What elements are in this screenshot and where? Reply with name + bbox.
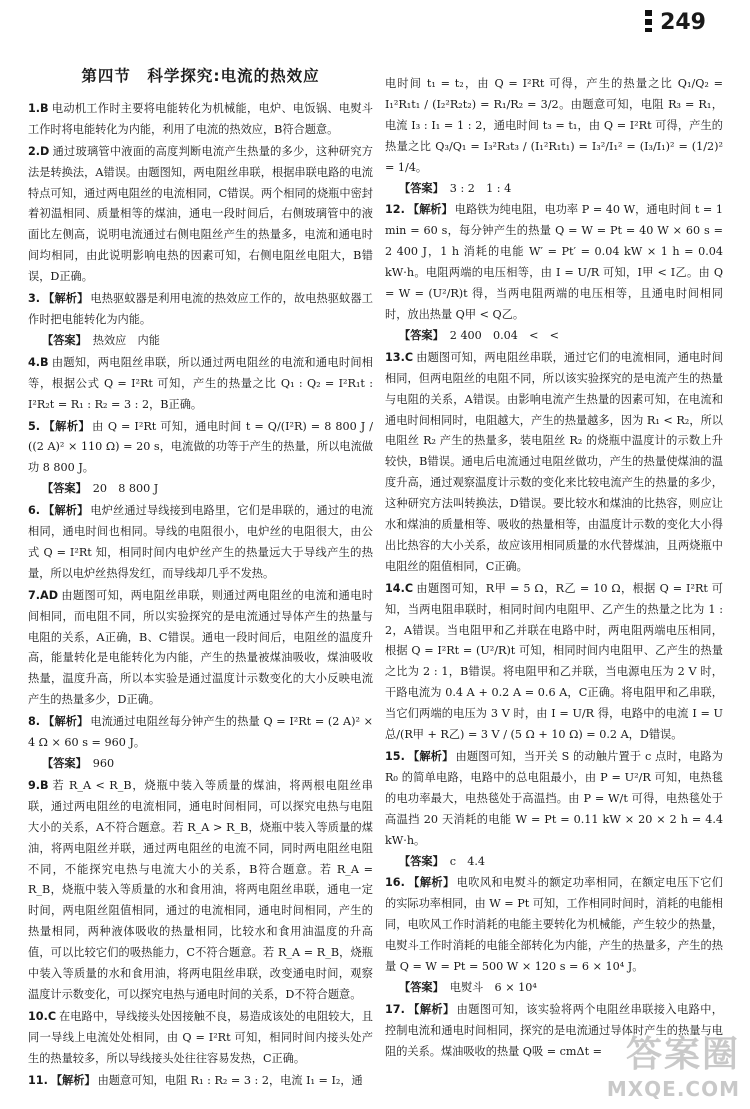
answer-value: 电熨斗 6 × 10⁴: [449, 980, 537, 994]
answer-label: 【答案】: [42, 482, 87, 496]
answer-value: 20 8 800 J: [92, 482, 159, 496]
item-number: 12.: [385, 203, 405, 217]
answer-item: [28, 99, 373, 141]
answer-label: 【答案】: [399, 854, 444, 868]
answer-item: [28, 142, 373, 288]
answer-line: [385, 326, 723, 347]
item-number: 9.B: [28, 778, 49, 792]
item-number: 3.: [28, 292, 41, 306]
answer-label: 【答案】: [42, 333, 87, 347]
answer-label: 【答案】: [399, 328, 444, 342]
item-text: 由题图可知，该实验将两个电阻丝串联接入电路中，控制电流和通电时间相同，探究的是电流通过导体时产生的热量与电阻的关系。煤油吸收的热量 Q吸 = cmΔt =: [385, 1002, 723, 1058]
item-number: 13.C: [385, 350, 414, 364]
answer-label: 【答案】: [399, 980, 444, 994]
answer-line: [385, 179, 723, 200]
answer-line: [28, 331, 373, 352]
answer-value: 3 : 2 1 : 4: [449, 181, 512, 195]
answer-item: [28, 712, 373, 775]
item-text: 在电路中，导线接头处因接触不良，易造成该处的电阻较大，且同一导线上电流处处相同，由 Q = I²Rt 可知，相同时间内接头处产生的热量较多，所以导线接头处往往容易发热，C正确。: [28, 1009, 373, 1065]
item-number: 7.AD: [28, 588, 58, 602]
item-number: 4.B: [28, 355, 49, 369]
item-number: 17.: [385, 1002, 405, 1016]
item-text: 电热驱蚊器是利用电流的热效应工作的，故电热驱蚊器工作时把电能转化为内能。: [28, 292, 373, 326]
item-number: 2.D: [28, 144, 50, 158]
item-text: 电时间 t₁ = t₂，由 Q = I²Rt 可得，产生的热量之比 Q₁/Q₂ = I₁²R₁t₁ / (I₂²R₂t₂) = R₁/R₂ = 3/2。由题意可知，电阻 R₃ = R₁，电流 I₃ : I₁ = 1 : 2，通电时间 t₃ = t₁，由 Q = I²Rt 可得，产生的热量之比 Q₃/Q₁ = I₃²R₃t₃ / (I₁²R₁t₁) = I₃²/I₁² = (I₃/I₁)² = (1/2)² = 1/4。: [385, 77, 723, 174]
left-items: [28, 99, 373, 1092]
page-number: [645, 10, 706, 35]
item-number: 5.: [28, 419, 41, 433]
item-number: 1.B: [28, 101, 49, 115]
answer-item: [28, 417, 373, 501]
section-title: 第四节 科学探究:电流的热效应: [81, 67, 320, 85]
answer-label: 【答案】: [399, 181, 444, 195]
watermark-line1: 答案圈: [625, 1034, 740, 1075]
answer-item: [385, 200, 723, 346]
item-number: 14.C: [385, 581, 414, 595]
answer-item: [385, 74, 723, 199]
page-marker-icon: [645, 10, 652, 32]
item-text: 由 Q = I²Rt 可知，通电时间 t = Q/(I²R) = 8 800 J / ((2 A)² × 110 Ω) = 20 s，电流做的功等于产生的热量，所以电流做功 8 800 J。: [28, 419, 373, 475]
answer-item: [28, 501, 373, 585]
item-number: 16.: [385, 876, 405, 890]
analysis-tag: 【解析】: [50, 1073, 96, 1087]
answer-item: [28, 1007, 373, 1070]
analysis-tag: 【解析】: [43, 504, 89, 518]
answer-line: [385, 852, 723, 873]
answer-item: [385, 873, 723, 998]
answer-item: [28, 289, 373, 352]
answer-value: 2 400 0.04 < <: [449, 328, 560, 342]
item-text: 通过玻璃管中液面的高度判断电流产生热量的多少，这种研究方法是转换法，A错误。由题图知，两电阻丝串联，根据串联电路的电流特点可知，通过两电阻丝的电流相同，C错误。两个相同的烧瓶中密封着初温相同、质量相等的煤油，通电一段时间后，右侧玻璃管中的液面比左侧高，说明电流通过右侧电阻丝产生的热量多，电流和通电时间均相同，由此说明影响电热的因素可知，右侧电阻丝电阻大，B错误，D正确。: [28, 144, 373, 284]
analysis-tag: 【解析】: [407, 750, 454, 763]
watermark-logo: [607, 1026, 740, 1101]
analysis-tag: 【解析】: [407, 1002, 455, 1016]
item-text: 由题图可知，两电阻丝串联，通过它们的电流相同，通电时间相同，但两电阻丝的电阻不同，所以该实验探究的是电流产生的热量与电阻的关系，A错误。由影响电流产生热量的因素可知，在电流和通电时间相同时，电阻越大，产生的热量越多，因为 R₁ < R₂，所以电阻丝 R₂ 产生的热量多，装电阻丝 R₂ 的烧瓶中温度计的示数上升较快，B错误。通电后电流通过电阻丝做功，产生的热量使煤油的温度升高，通过观察温度计示数的变化来比较电流产生的热量的多少，这种研究方法叫转换法，D错误。要比较水和煤油的比热容，则应让水和煤油的质量相等、吸收的热量相等，由温度计示数的变化大小得出比热容的大小关系，故应该用相同质量的水代替煤油，且两烧瓶中电阻丝的阻值相同，C正确。: [385, 350, 723, 573]
answer-item: [28, 353, 373, 416]
answer-item: [385, 747, 723, 872]
analysis-tag: 【解析】: [43, 292, 89, 306]
item-number: 8.: [28, 715, 41, 729]
item-text: 电动机工作时主要将电能转化为机械能，电炉、电饭锅、电熨斗工作时将电能转化为内能，利用了电流的热效应，B符合题意。: [28, 101, 373, 136]
item-number: 15.: [385, 750, 405, 763]
answer-line: [28, 754, 373, 775]
right-column: [385, 74, 723, 1064]
item-number: 11.: [28, 1073, 48, 1087]
answer-label: 【答案】: [42, 757, 87, 770]
watermark-line2: MXQE.COM: [606, 1077, 740, 1101]
left-column: [28, 62, 373, 1093]
item-text: 由题知，两电阻丝串联，所以通过两电阻丝的电流和通电时间相等，根据公式 Q = I²Rt 可知，产生的热量之比 Q₁ : Q₂ = I²R₁t : I²R₂t = R₁ : R₂ = 3 : 2，B正确。: [28, 355, 373, 411]
item-text: 电流通过电阻丝每分钟产生的热量 Q = I²Rt = (2 A)² × 4 Ω × 60 s = 960 J。: [28, 715, 373, 750]
item-number: 10.C: [28, 1009, 57, 1023]
item-text: 由题图可知，R甲 = 5 Ω，R乙 = 10 Ω，根据 Q = I²Rt 可知，当两电阻串联时，相同时间内电阻甲、乙产生的热量之比为 1 : 2，A错误。当电阻甲和乙并联在电路中时，两电阻两端电压相同，根据 Q = I²Rt = (U²/R)t 可知，相同时间内电阻甲、乙产生的热量之比为 2 : 1，B错误。将电阻甲和乙并联，当电源电压为 2 V 时，干路电流为 0.4 A + 0.2 A = 0.6 A，C正确。将电阻甲和乙串联，当它们两端的电压为 3 V 时，由 I = U/R 得，电路中的电流 I = U总/(R甲 + R乙) = 3 V / (5 Ω + 10 Ω) = 0.2 A，D错误。: [385, 581, 723, 742]
answer-line: [28, 479, 373, 500]
answer-item: [385, 348, 723, 578]
answer-value: c 4.4: [449, 854, 486, 868]
page-number-text: 249: [660, 10, 706, 35]
answer-value: 热效应 内能: [92, 333, 160, 347]
answer-item: [28, 776, 373, 1006]
analysis-tag: 【解析】: [43, 419, 91, 433]
item-number: 6.: [28, 504, 41, 518]
item-text: 由题图可知，两电阻丝串联，则通过两电阻丝的电流和通电时间相同，而电阻不同，所以实验探究的是电流通过导体产生的热量与电阻的关系，A正确，B、C错误。通电一段时间后，电阻丝的温度升高，能量转化是电能转化为内能，产生的热量被煤油吸收，煤油吸收热量，温度升高，所以本实验是通过温度计示数变化的大小反映电流产生的热量多少，D正确。: [28, 588, 373, 707]
answer-item: [28, 1071, 373, 1092]
item-text: 由题图可知，当开关 S 的动触片置于 c 点时，电路为 R₀ 的简单电路，电路中的总电阻最小，由 P = U²/R 可知，电热毯的电功率最大，电热毯处于高温挡。由 P = W/t 可得，电热毯处于高温挡 20 天消耗的电能 W = Pt = 0.11 kW × 20 × 2 h = 4.4 kW·h。: [385, 750, 723, 847]
right-items: [385, 74, 723, 1063]
item-text: 由题意可知，电阻 R₁ : R₂ = 3 : 2，电流 I₁ = I₂，通: [97, 1073, 363, 1087]
item-text: 若 R_A < R_B，烧瓶中装入等质量的煤油，将两根电阻丝串联，通过两电阻丝的电流相同，通电时间相同，可以探究电热与电阻大小的关系，A不符合题意。若 R_A > R_B，烧瓶中装入等质量的煤油，将两电阻丝并联，通过两电阻丝的电流不同，同时两电阻丝电阻不同，不能探究电热与电流大小的关系，B符合题意。若 R_A = R_B，烧瓶中装入等质量的水和食用油，将两电阻丝串联，通电一定时间，两电阻丝阻值相同，通过的电流相同，通电时间相同，产生的热量相同，两种液体吸收的热量相同，比较水和食用油温度的升高值，可以比较它们的吸热能力，C不符合题意。若 R_A = R_B，烧瓶中装入等质量的水和食用油，将两电阻丝串联，改变通电时间，观察温度计示数变化，可以探究电热与通电时间的关系，D不符合题意。: [28, 778, 373, 1001]
answer-item: [28, 586, 373, 711]
answer-value: 960: [92, 757, 115, 770]
item-text: 电炉丝通过导线接到电路里，它们是串联的，通过的电流相同，通电时间也相同。导线的电阻很小，电炉丝的电阻很大，由公式 Q = I²Rt 知，相同时间内电炉丝产生的热量远大于导线产生的热量，所以电炉丝热得发红，而导线却几乎不发热。: [28, 504, 373, 580]
analysis-tag: 【解析】: [43, 715, 89, 729]
answer-line: [385, 978, 723, 999]
item-text: 电吹风和电熨斗的额定功率相同，在额定电压下它们的实际功率相同，由 W = Pt 可知，工作相同时间时，消耗的电能相同，电吹风工作时消耗的电能主要转化为机械能，产生较少的热量，电熨斗工作时消耗的电能全部转化为内能，产生的热量多，产生的热量 Q = W = Pt = 500 W × 120 s = 6 × 10⁴ J。: [385, 876, 723, 974]
analysis-tag: 【解析】: [407, 203, 453, 217]
analysis-tag: 【解析】: [407, 876, 455, 890]
answer-item: [385, 579, 723, 746]
item-text: 电路铁为纯电阻，电功率 P = 40 W，通电时间 t = 1 min = 60 s，每分钟产生的热量 Q = W = Pt = 40 W × 60 s = 2 400 J，1 h 消耗的电能 W′ = Pt′ = 0.04 kW × 1 h = 0.04 kW·h。电阻两端的电压相等，由 I = U/R 可知，I甲 < I乙。由 Q = W = (U²/R)t 得，当两电阻两端的电压相等，且通电时间相同时，放出热量 Q甲 < Q乙。: [385, 203, 723, 321]
